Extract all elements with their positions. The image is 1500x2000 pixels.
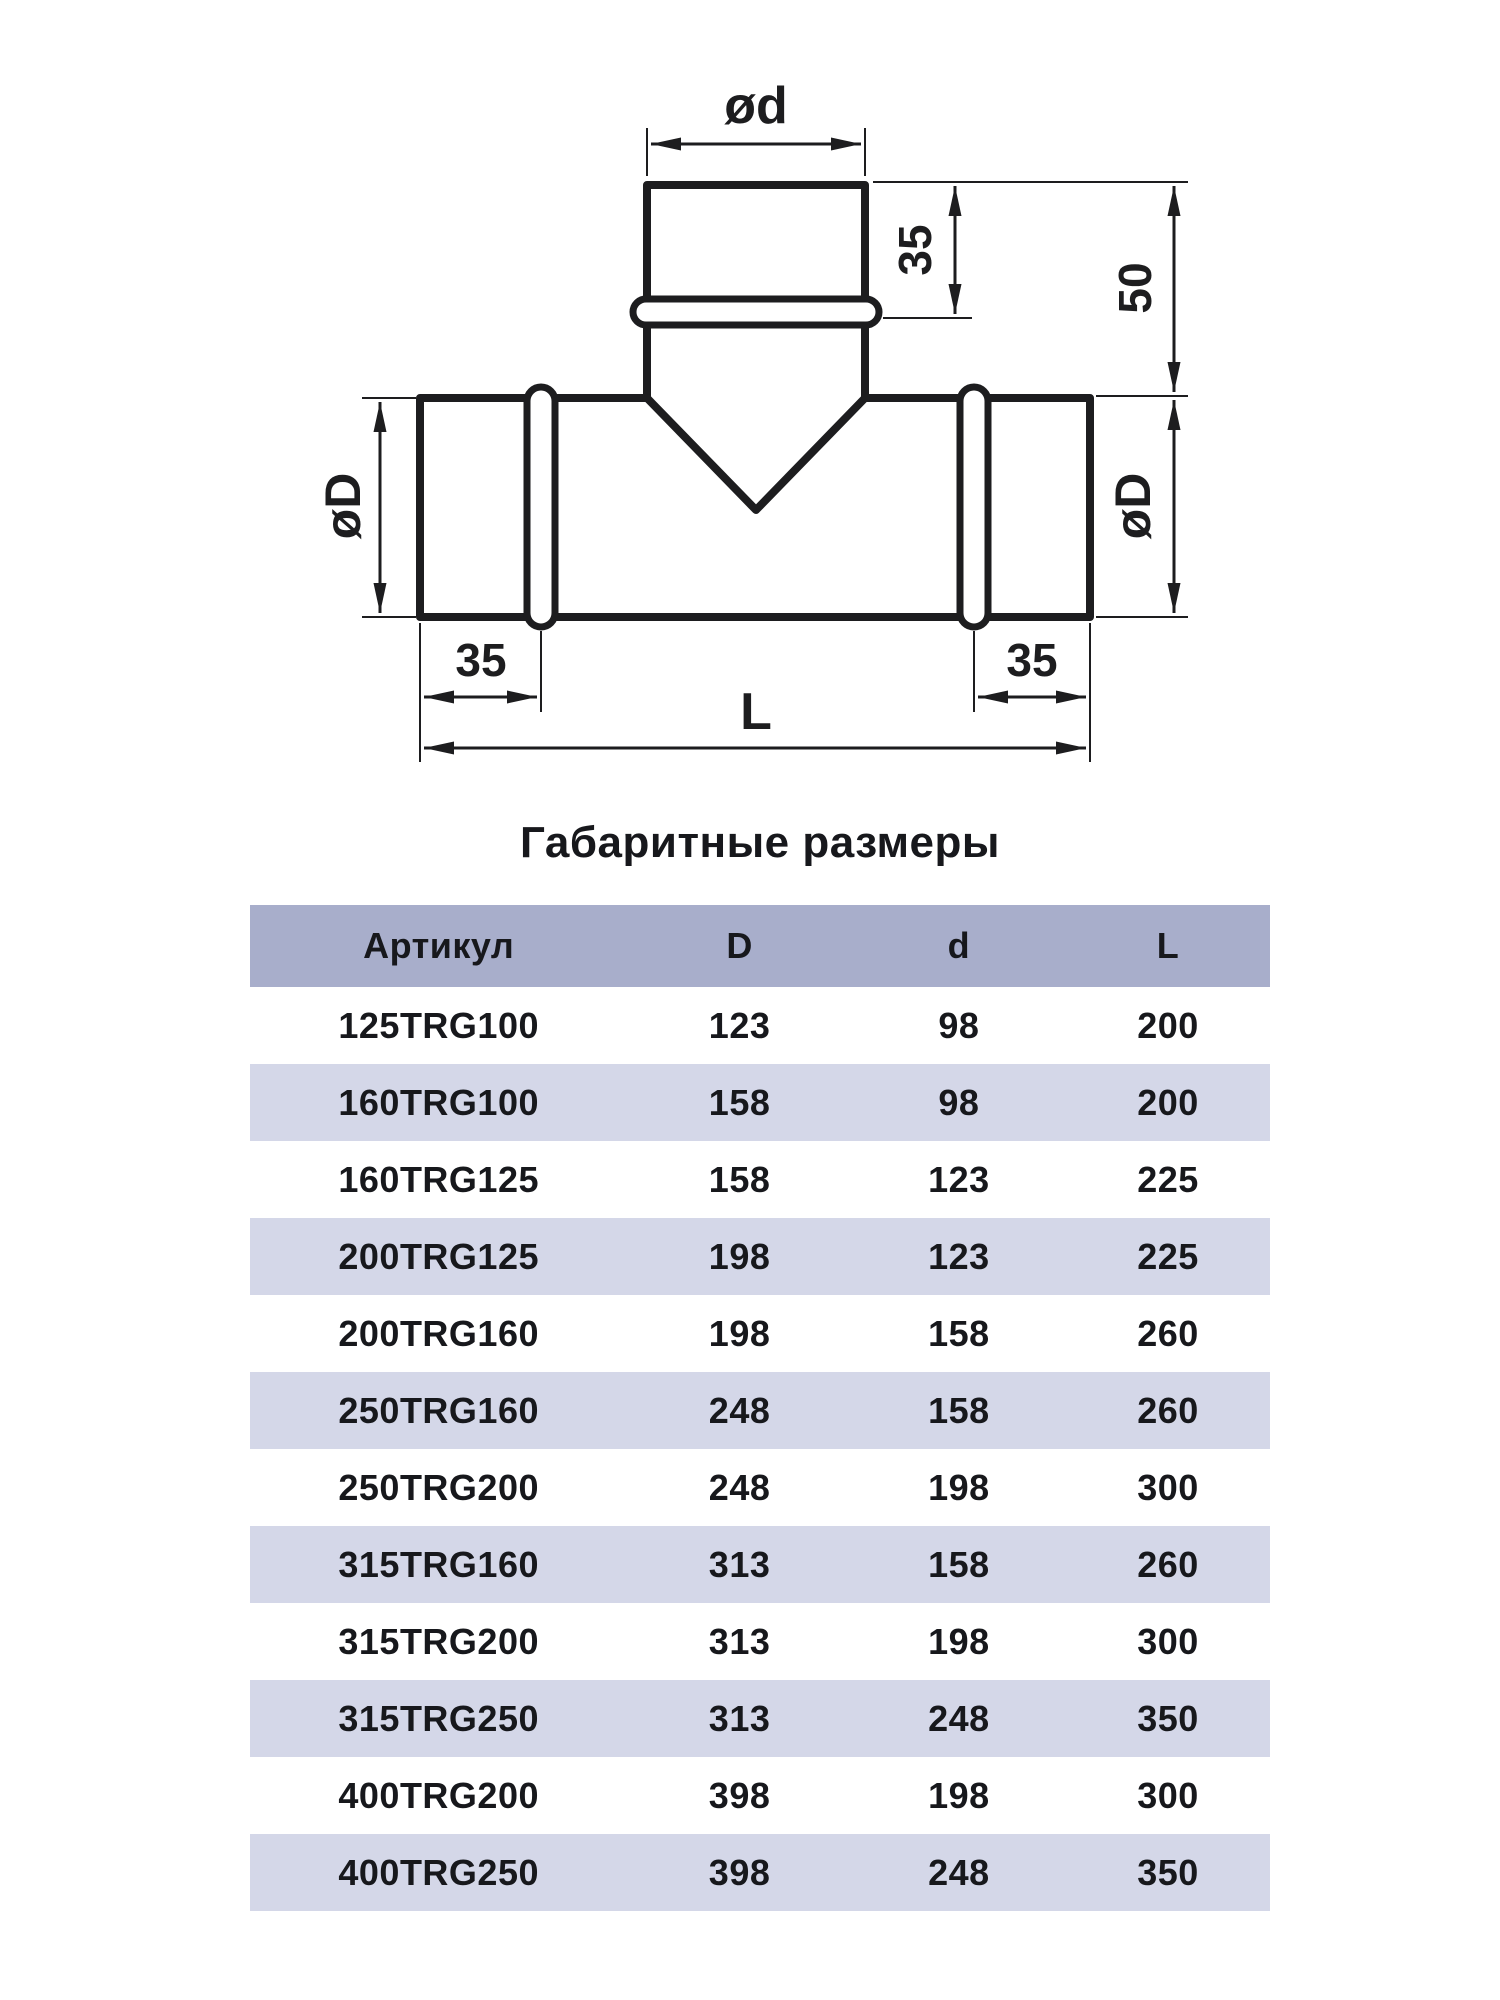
D-cell: 398: [708, 1774, 771, 1816]
table-row: [250, 1449, 1270, 1526]
article-cell: 200TRG125: [338, 1235, 539, 1277]
D-cell: 158: [708, 1158, 771, 1200]
D-cell: 313: [708, 1697, 771, 1739]
L-cell: 260: [1137, 1389, 1199, 1431]
D-cell: 313: [708, 1543, 771, 1585]
main-diameter-right-label: øD: [1105, 472, 1161, 540]
column-header-L: L: [1066, 905, 1270, 987]
table-row: [250, 1372, 1270, 1449]
d-cell: 158: [928, 1389, 990, 1431]
table-title: Габаритные размеры: [520, 818, 1000, 867]
table-row: [250, 1757, 1270, 1834]
dim-main-diameter-right: [1096, 400, 1188, 617]
L-cell: 200: [1137, 1004, 1199, 1046]
L-cell: 225: [1137, 1235, 1199, 1277]
column-header-d: d: [852, 905, 1066, 987]
table-row: [250, 987, 1270, 1064]
branch-height-label: 50: [1109, 262, 1161, 314]
article-cell: 315TRG200: [338, 1620, 539, 1662]
D-cell: 313: [708, 1620, 771, 1662]
L-cell: 225: [1137, 1158, 1199, 1200]
branch-bead: [633, 299, 879, 325]
L-cell: 260: [1137, 1312, 1199, 1354]
d-cell: 198: [928, 1774, 990, 1816]
L-cell: 350: [1137, 1697, 1199, 1739]
table-row: [250, 1295, 1270, 1372]
d-cell: 98: [938, 1004, 980, 1046]
branch-collar-label: 35: [889, 224, 941, 276]
article-cell: 160TRG125: [338, 1158, 539, 1200]
tee-fitting-drawing: [0, 0, 1500, 800]
table-row: [250, 1834, 1270, 1911]
D-cell: 123: [708, 1004, 771, 1046]
L-cell: 300: [1137, 1774, 1199, 1816]
article-cell: 315TRG250: [338, 1697, 539, 1739]
d-cell: 123: [928, 1235, 990, 1277]
D-cell: 158: [708, 1081, 771, 1123]
D-cell: 398: [708, 1851, 771, 1893]
D-cell: 248: [708, 1389, 771, 1431]
dim-main-diameter-left: [315, 398, 416, 617]
article-cell: 250TRG200: [338, 1466, 539, 1508]
D-cell: 198: [708, 1235, 771, 1277]
article-cell: 400TRG200: [338, 1774, 539, 1816]
branch-v-notch: [647, 398, 865, 510]
table-row: [250, 1526, 1270, 1603]
total-length-label: L: [740, 683, 772, 741]
d-cell: 198: [928, 1620, 990, 1662]
body-bead-right: [960, 387, 988, 627]
branch-diameter-label: ød: [724, 77, 788, 135]
dim-collar-right: [974, 623, 1090, 762]
d-cell: 158: [928, 1312, 990, 1354]
L-cell: 200: [1137, 1081, 1199, 1123]
D-cell: 248: [708, 1466, 771, 1508]
column-header-article: Артикул: [250, 905, 627, 987]
dim-branch-diameter: [647, 77, 865, 176]
dim-collar-left: [420, 623, 541, 762]
L-cell: 300: [1137, 1620, 1199, 1662]
article-cell: 125TRG100: [338, 1004, 539, 1046]
dim-total-length: [424, 683, 1086, 748]
d-cell: 248: [928, 1851, 990, 1893]
d-cell: 123: [928, 1158, 990, 1200]
D-cell: 198: [708, 1312, 771, 1354]
table-row: [250, 1680, 1270, 1757]
d-cell: 98: [938, 1081, 980, 1123]
article-cell: 160TRG100: [338, 1081, 539, 1123]
L-cell: 350: [1137, 1851, 1199, 1893]
main-diameter-left-label: øD: [315, 472, 371, 540]
L-cell: 260: [1137, 1543, 1199, 1585]
dimensions-table: [250, 905, 1270, 1911]
table-row: [250, 1603, 1270, 1680]
table-row: [250, 1064, 1270, 1141]
article-cell: 315TRG160: [338, 1543, 539, 1585]
branch-stub-outline: [647, 185, 865, 398]
column-header-D: D: [627, 905, 851, 987]
d-cell: 248: [928, 1697, 990, 1739]
body-bead-left: [527, 387, 555, 627]
dim-branch-height: [1096, 186, 1188, 396]
table-row: [250, 1218, 1270, 1295]
d-cell: 198: [928, 1466, 990, 1508]
d-cell: 158: [928, 1543, 990, 1585]
article-cell: 250TRG160: [338, 1389, 539, 1431]
table-header-row: [250, 905, 1270, 987]
L-cell: 300: [1137, 1466, 1199, 1508]
article-cell: 400TRG250: [338, 1851, 539, 1893]
table-row: [250, 1141, 1270, 1218]
collar-left-label: 35: [455, 634, 507, 686]
collar-right-label: 35: [1006, 634, 1058, 686]
article-cell: 200TRG160: [338, 1312, 539, 1354]
